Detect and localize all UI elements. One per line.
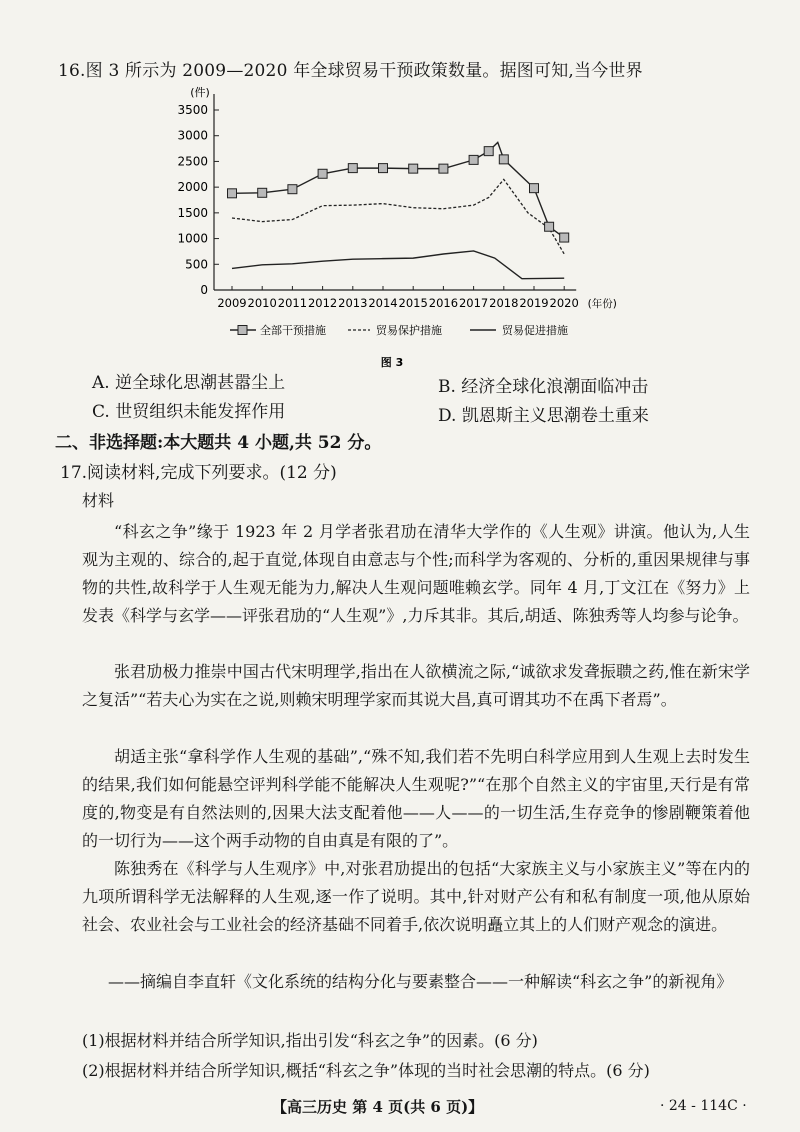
subquestion-2: (2)根据材料并结合所学知识,概括“科玄之争”体现的当时社会思潮的特点。(6 分) xyxy=(82,1061,650,1080)
x-tick-label: 2010 xyxy=(247,296,277,310)
data-point-all-interventions xyxy=(560,233,569,242)
data-point-all-interventions xyxy=(288,185,297,194)
y-tick-label: 500 xyxy=(185,257,208,272)
y-tick-label: 2500 xyxy=(177,154,208,169)
data-point-all-interventions xyxy=(484,147,493,156)
material-source: ——摘编自李直轩《文化系统的结构分化与要素整合——一种解读“科玄之争”的新视角》 xyxy=(108,972,733,991)
data-point-all-interventions xyxy=(530,184,539,193)
data-point-all-interventions xyxy=(409,164,418,173)
x-tick-label: 2018 xyxy=(489,296,519,310)
y-tick-label: 0 xyxy=(200,283,208,297)
material-paragraph-4: 陈独秀在《科学与人生观序》中,对张君劢提出的包括“大家族主义与小家族主义”等在内的九项所谓科学无法解释的人生观,逐一作了说明。其中,针对财产公有和私有制度一项,他从原始社会、农业社会与工业社会的经济基础不同着手,依次说明矗立其上的人们财产观念的演进。 xyxy=(82,859,750,934)
x-tick-label: 2012 xyxy=(307,296,338,310)
legend-marker-all xyxy=(238,326,247,335)
x-unit-label: (年份) xyxy=(587,298,617,310)
page-footer: 【高三历史 第 4 页(共 6 页)】 xyxy=(272,1098,484,1116)
data-point-all-interventions xyxy=(348,164,357,173)
data-point-all-interventions xyxy=(318,169,327,178)
x-tick-label: 2011 xyxy=(277,296,308,310)
data-point-all-interventions xyxy=(545,222,554,231)
question-17-stem: 17.阅读材料,完成下列要求。(12 分) xyxy=(60,463,337,483)
data-point-all-interventions xyxy=(379,164,388,173)
option-b[interactable]: B. 经济全球化浪潮面临冲击 xyxy=(438,377,649,397)
option-c[interactable]: C. 世贸组织未能发挥作用 xyxy=(92,402,286,422)
x-tick-label: 2015 xyxy=(398,296,428,310)
x-tick-label: 2009 xyxy=(217,296,247,310)
legend-label-all: 全部干预措施 xyxy=(260,324,326,337)
x-tick-label: 2014 xyxy=(368,296,398,310)
material-paragraph-2: 张君劢极力推崇中国古代宋明理学,指出在人欲横流之际,“诚欲求发聋振聩之药,惟在新宋学之复活”“若夫心为实在之说,则赖宋明理学家而其说大昌,真可谓其功不在禹下者焉”。 xyxy=(82,662,750,709)
material-paragraph-3: 胡适主张“拿科学作人生观的基础”,“殊不知,我们若不先明白科学应用到人生观上去时发生的结果,我们如何能悬空评判科学能不能解决人生观呢?”“在那个自然主义的宇宙里,天行是有常度的,物变是有自然法则的,因果大法支配着他——人——的一切生活,生存竞争的惨剧鞭策着他的一切行为——这个两手动物的自由真是有限的了”。 xyxy=(82,747,750,850)
y-tick-label: 3500 xyxy=(177,103,208,117)
x-tick-label: 2020 xyxy=(549,296,579,310)
y-tick-label: 1500 xyxy=(177,205,208,220)
figure-caption: 图 3 xyxy=(380,356,404,369)
data-point-all-interventions xyxy=(439,164,448,173)
section-title: 二、非选择题:本大题共 4 小题,共 52 分。 xyxy=(55,433,382,453)
option-d[interactable]: D. 凯恩斯主义思潮卷土重来 xyxy=(438,406,649,426)
material-paragraph-1: “科玄之争”缘于 1923 年 2 月学者张君劢在清华大学作的《人生观》讲演。他认为,人生观为主观的、综合的,起于直觉,体现自由意志与个性;而科学为客观的、分析的,重因果规律与事物的共性,故科学于人生观无能为力,解决人生观问题唯赖玄学。同年 4 月,丁文江在《努力》上发表《科学与玄学——评张君劢的“人生观”》,力斥其非。其后,胡适、陈独秀等人均参与论争。 xyxy=(82,522,750,625)
series-line-all-interventions xyxy=(232,142,564,237)
option-a[interactable]: A. 逆全球化思潮甚嚣尘上 xyxy=(92,373,286,393)
legend-label-protection: 贸易保护措施 xyxy=(376,324,442,337)
trade-intervention-chart xyxy=(170,80,640,369)
data-point-all-interventions xyxy=(499,155,508,164)
question-16-stem: 16.图 3 所示为 2009—2020 年全球贸易干预政策数量。据图可知,当今世界 xyxy=(58,61,643,81)
material-label: 材料 xyxy=(82,491,115,510)
subquestion-1: (1)根据材料并结合所学知识,指出引发“科玄之争”的因素。(6 分) xyxy=(82,1031,538,1050)
y-tick-label: 2000 xyxy=(177,180,208,195)
data-point-all-interventions xyxy=(258,188,267,197)
data-point-all-interventions xyxy=(469,155,478,164)
paper-code: · 24 - 114C · xyxy=(660,1098,747,1114)
x-tick-label: 2017 xyxy=(458,296,489,310)
x-tick-label: 2013 xyxy=(338,296,368,310)
series-line-trade-promotion xyxy=(232,251,564,279)
y-tick-label: 1000 xyxy=(177,231,208,246)
x-tick-label: 2019 xyxy=(519,296,549,310)
y-tick-label: 3000 xyxy=(177,128,208,143)
legend-label-promotion: 贸易促进措施 xyxy=(502,324,568,337)
y-unit-label: (件) xyxy=(190,86,210,99)
data-point-all-interventions xyxy=(228,189,237,198)
x-tick-label: 2016 xyxy=(428,296,459,310)
